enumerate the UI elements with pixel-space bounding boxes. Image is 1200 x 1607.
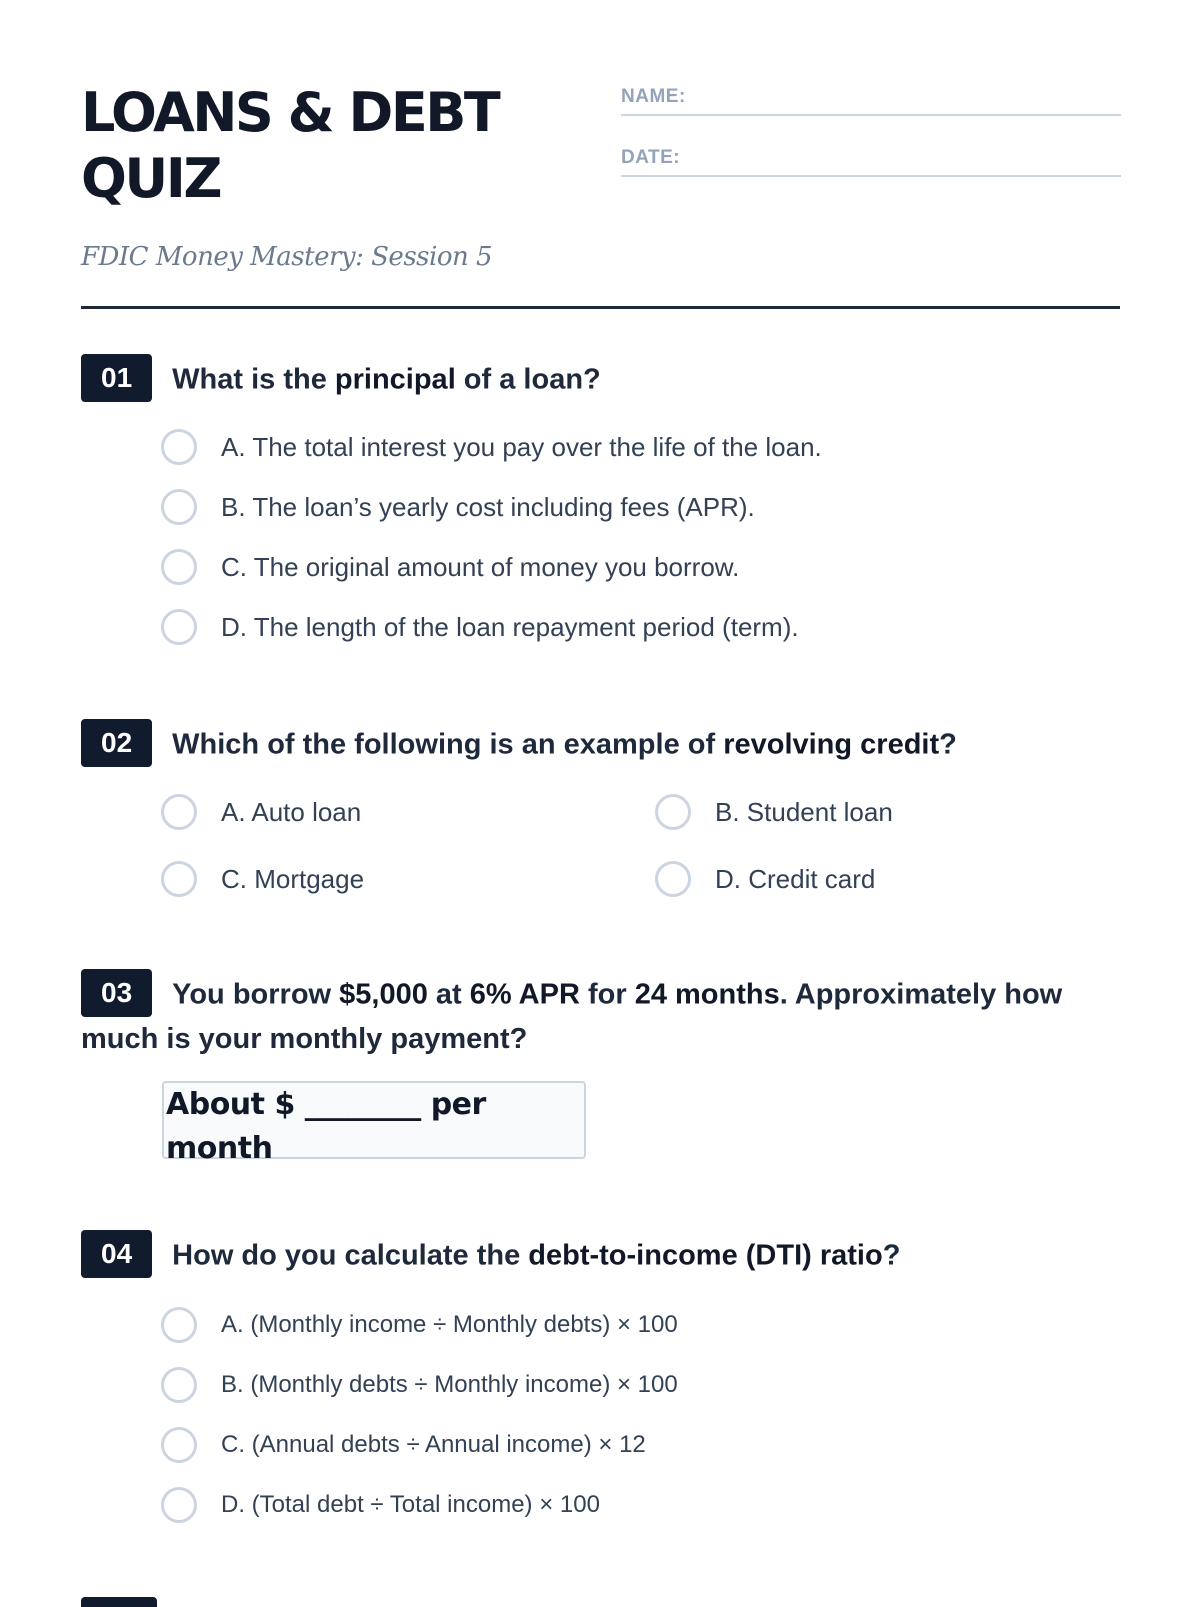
option-label: C. (Annual debts ÷ Annual income) × 12 bbox=[221, 1431, 646, 1458]
question-1-option-b[interactable] bbox=[161, 487, 755, 527]
radio-button[interactable] bbox=[161, 549, 197, 585]
question-2-option-c[interactable] bbox=[161, 859, 364, 899]
radio-button[interactable] bbox=[161, 861, 197, 897]
question-4-option-c[interactable] bbox=[161, 1425, 646, 1465]
date-field[interactable] bbox=[621, 141, 1121, 177]
question-3 bbox=[81, 972, 1120, 1166]
question-1 bbox=[81, 357, 1120, 642]
question-2-option-a[interactable] bbox=[161, 792, 361, 832]
quiz-header bbox=[81, 0, 1120, 310]
radio-button[interactable] bbox=[655, 861, 691, 897]
question-4-option-d[interactable] bbox=[161, 1485, 600, 1525]
header-divider bbox=[81, 306, 1120, 309]
radio-button[interactable] bbox=[161, 1307, 197, 1343]
radio-button[interactable] bbox=[161, 429, 197, 465]
question-4 bbox=[81, 1233, 1120, 1518]
option-label: B. The loan’s yearly cost including fees (APR). bbox=[221, 491, 755, 522]
question-4-option-a[interactable] bbox=[161, 1305, 678, 1345]
name-label: NAME: bbox=[621, 86, 686, 107]
radio-button[interactable] bbox=[161, 489, 197, 525]
question-2-text: Which of the following is an example of revolving credit? bbox=[172, 728, 957, 761]
question-1-option-a[interactable] bbox=[161, 427, 822, 467]
date-label: DATE: bbox=[621, 147, 681, 168]
radio-button[interactable] bbox=[161, 1487, 197, 1523]
question-2-option-b[interactable] bbox=[655, 792, 893, 832]
option-label: A. Auto loan bbox=[221, 796, 362, 827]
monthly-payment-answer-box[interactable]: About $ ________ per month bbox=[162, 1081, 586, 1159]
page-subtitle: FDIC Money Mastery: Session 5 bbox=[81, 242, 493, 272]
option-label: A. (Monthly income ÷ Monthly debts) × 100 bbox=[221, 1311, 678, 1338]
option-label: D. (Total debt ÷ Total income) × 100 bbox=[221, 1491, 600, 1518]
question-2-number: 02 bbox=[81, 719, 152, 767]
radio-button[interactable] bbox=[161, 609, 197, 645]
option-label: D. Credit card bbox=[715, 863, 876, 894]
question-2-heading bbox=[81, 722, 1120, 770]
radio-button[interactable] bbox=[161, 1367, 197, 1403]
question-2-option-d[interactable] bbox=[655, 859, 875, 899]
question-1-option-c[interactable] bbox=[161, 547, 739, 587]
question-4-number: 04 bbox=[81, 1230, 152, 1278]
option-label: C. Mortgage bbox=[221, 863, 365, 894]
question-2 bbox=[81, 722, 1120, 894]
question-3-text: You borrow $5,000 at 6% APR for 24 months. Approximately how much is your monthly payment? bbox=[81, 978, 1063, 1055]
option-label: B. (Monthly debts ÷ Monthly income) × 100 bbox=[221, 1371, 678, 1398]
radio-button[interactable] bbox=[161, 1427, 197, 1463]
option-label: D. The length of the loan repayment period (term). bbox=[221, 611, 799, 642]
name-field[interactable] bbox=[621, 80, 1121, 116]
question-4-heading bbox=[81, 1233, 1120, 1281]
radio-button[interactable] bbox=[655, 794, 691, 830]
question-3-heading bbox=[81, 972, 1120, 1059]
question-1-text: What is the principal of a loan? bbox=[172, 363, 601, 396]
question-4-option-b[interactable] bbox=[161, 1365, 678, 1405]
option-label: A. The total interest you pay over the life of the loan. bbox=[221, 431, 822, 462]
question-1-option-d[interactable] bbox=[161, 607, 799, 647]
option-label: C. The original amount of money you borrow. bbox=[221, 551, 740, 582]
page-title: LOANS & DEBT QUIZ bbox=[81, 81, 499, 210]
radio-button[interactable] bbox=[161, 794, 197, 830]
next-question-number-badge bbox=[81, 1597, 157, 1607]
question-1-heading bbox=[81, 357, 1120, 405]
question-3-number: 03 bbox=[81, 969, 152, 1017]
option-label: B. Student loan bbox=[715, 796, 893, 827]
question-4-text: How do you calculate the debt-to-income (DTI) ratio? bbox=[172, 1239, 901, 1272]
question-1-number: 01 bbox=[81, 354, 152, 402]
quiz-page bbox=[81, 0, 1120, 1518]
